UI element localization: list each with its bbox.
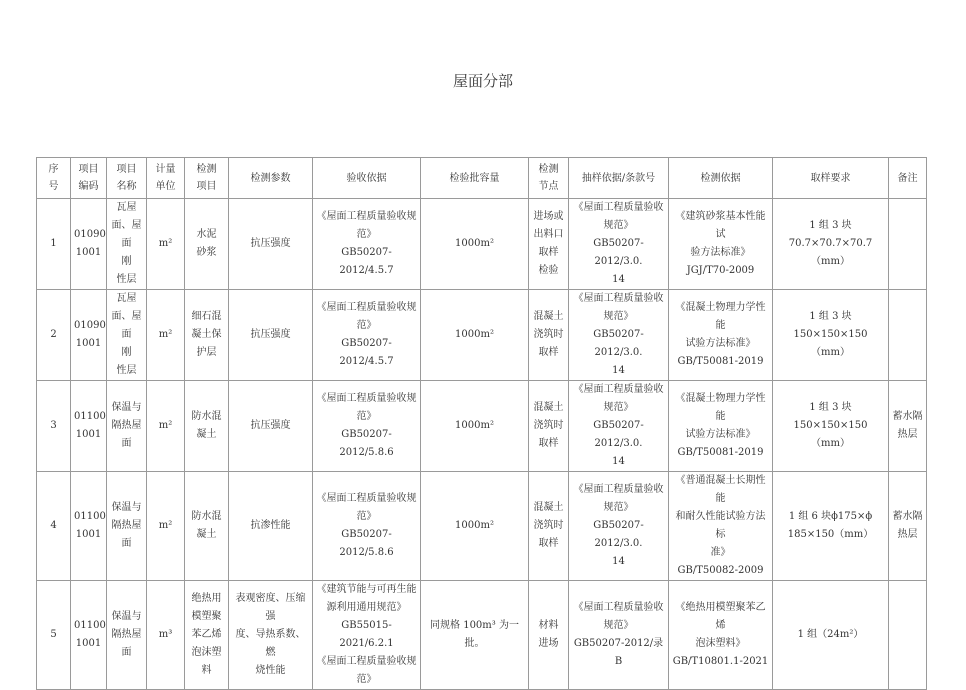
cell-unit: m² bbox=[147, 290, 185, 381]
cell-item-name: 保温与 隔热屋 面 bbox=[107, 581, 147, 690]
cell-remarks bbox=[889, 290, 927, 381]
cell-remarks: 蓄水隔 热层 bbox=[889, 472, 927, 581]
cell-item-name: 瓦屋 面、屋面 刚 性层 bbox=[107, 199, 147, 290]
header-sampling-requirement: 取样要求 bbox=[773, 158, 889, 199]
cell-batch-capacity: 1000m² bbox=[421, 472, 529, 581]
cell-unit: m² bbox=[147, 472, 185, 581]
cell-sampling-basis: 《屋面工程质量验收 规范》 GB50207-2012/录 B bbox=[569, 581, 669, 690]
cell-batch-capacity: 同规格 100m³ 为一批。 bbox=[421, 581, 529, 690]
cell-sampling-requirement: 1 组（24m²） bbox=[773, 581, 889, 690]
cell-test-item: 水泥 砂浆 bbox=[185, 199, 229, 290]
cell-acceptance-basis: 《建筑节能与可再生能 源利用通用规范》 GB55015-2021/6.2.1 《屋面工程质量验收规 范》 bbox=[313, 581, 421, 690]
cell-test-basis: 《普通混凝土长期性能 和耐久性能试验方法标 准》 GB/T50082-2009 bbox=[669, 472, 773, 581]
cell-acceptance-basis: 《屋面工程质量验收规 范》 GB50207-2012/5.8.6 bbox=[313, 472, 421, 581]
cell-index: 3 bbox=[37, 381, 71, 472]
cell-test-node: 材料 进场 bbox=[529, 581, 569, 690]
cell-batch-capacity: 1000m² bbox=[421, 381, 529, 472]
header-sampling-basis: 抽样依据/条款号 bbox=[569, 158, 669, 199]
cell-sampling-requirement: 1 组 6 块ϕ175×ϕ 185×150（mm） bbox=[773, 472, 889, 581]
cell-unit: m³ bbox=[147, 581, 185, 690]
cell-test-item: 细石混 凝土保 护层 bbox=[185, 290, 229, 381]
cell-test-basis: 《绝热用模塑聚苯乙烯 泡沫塑料》 GB/T10801.1-2021 bbox=[669, 581, 773, 690]
header-remarks: 备注 bbox=[889, 158, 927, 199]
cell-test-item: 防水混 凝土 bbox=[185, 472, 229, 581]
table-header-row bbox=[37, 158, 927, 199]
cell-test-node: 进场或 出料口 取样 检验 bbox=[529, 199, 569, 290]
inspection-table bbox=[36, 157, 927, 690]
header-unit: 计量 单位 bbox=[147, 158, 185, 199]
cell-test-item: 绝热用 模塑聚 苯乙烯 泡沫塑 料 bbox=[185, 581, 229, 690]
cell-sampling-requirement: 1 组 3 块 150×150×150 （mm） bbox=[773, 381, 889, 472]
cell-remarks bbox=[889, 199, 927, 290]
table-row bbox=[37, 472, 927, 581]
cell-test-node: 混凝土 浇筑时 取样 bbox=[529, 472, 569, 581]
cell-test-item: 防水混 凝土 bbox=[185, 381, 229, 472]
header-item-code: 项目 编码 bbox=[71, 158, 107, 199]
cell-sampling-basis: 《屋面工程质量验收 规范》 GB50207-2012/3.0. 14 bbox=[569, 199, 669, 290]
cell-test-params: 抗压强度 bbox=[229, 290, 313, 381]
table-row bbox=[37, 381, 927, 472]
cell-sampling-requirement: 1 组 3 块 70.7×70.7×70.7（mm） bbox=[773, 199, 889, 290]
cell-acceptance-basis: 《屋面工程质量验收规 范》 GB50207-2012/4.5.7 bbox=[313, 199, 421, 290]
cell-item-code: 01100 1001 bbox=[71, 472, 107, 581]
cell-item-code: 01100 1001 bbox=[71, 381, 107, 472]
cell-sampling-requirement: 1 组 3 块 150×150×150 （mm） bbox=[773, 290, 889, 381]
cell-test-node: 混凝土 浇筑时 取样 bbox=[529, 381, 569, 472]
cell-test-params: 抗渗性能 bbox=[229, 472, 313, 581]
header-test-item: 检测 项目 bbox=[185, 158, 229, 199]
cell-index: 1 bbox=[37, 199, 71, 290]
cell-index: 4 bbox=[37, 472, 71, 581]
cell-item-code: 01090 1001 bbox=[71, 199, 107, 290]
table-row bbox=[37, 290, 927, 381]
header-test-node: 检测 节点 bbox=[529, 158, 569, 199]
cell-acceptance-basis: 《屋面工程质量验收规 范》 GB50207-2012/5.8.6 bbox=[313, 381, 421, 472]
cell-acceptance-basis: 《屋面工程质量验收规 范》 GB50207-2012/4.5.7 bbox=[313, 290, 421, 381]
cell-item-name: 保温与 隔热屋 面 bbox=[107, 472, 147, 581]
table-row bbox=[37, 199, 927, 290]
header-acceptance-basis: 验收依据 bbox=[313, 158, 421, 199]
cell-unit: m² bbox=[147, 199, 185, 290]
header-item-name: 项目 名称 bbox=[107, 158, 147, 199]
cell-batch-capacity: 1000m² bbox=[421, 199, 529, 290]
header-test-basis: 检测依据 bbox=[669, 158, 773, 199]
header-index: 序 号 bbox=[37, 158, 71, 199]
cell-test-node: 混凝土 浇筑时 取样 bbox=[529, 290, 569, 381]
cell-test-basis: 《混凝土物理力学性能 试验方法标准》 GB/T50081-2019 bbox=[669, 290, 773, 381]
cell-item-code: 01100 1001 bbox=[71, 581, 107, 690]
header-test-params: 检测参数 bbox=[229, 158, 313, 199]
cell-test-params: 抗压强度 bbox=[229, 199, 313, 290]
cell-item-code: 01090 1001 bbox=[71, 290, 107, 381]
table-row bbox=[37, 581, 927, 690]
cell-sampling-basis: 《屋面工程质量验收 规范》 GB50207-2012/3.0. 14 bbox=[569, 381, 669, 472]
cell-test-params: 抗压强度 bbox=[229, 381, 313, 472]
cell-index: 2 bbox=[37, 290, 71, 381]
cell-item-name: 保温与 隔热屋 面 bbox=[107, 381, 147, 472]
cell-test-basis: 《混凝土物理力学性能 试验方法标准》 GB/T50081-2019 bbox=[669, 381, 773, 472]
cell-remarks: 蓄水隔 热层 bbox=[889, 381, 927, 472]
cell-sampling-basis: 《屋面工程质量验收 规范》 GB50207-2012/3.0. 14 bbox=[569, 290, 669, 381]
cell-test-params: 表观密度、压缩强 度、导热系数、燃 烧性能 bbox=[229, 581, 313, 690]
cell-test-basis: 《建筑砂浆基本性能试 验方法标准》 JGJ/T70-2009 bbox=[669, 199, 773, 290]
cell-item-name: 瓦屋 面、屋面 刚 性层 bbox=[107, 290, 147, 381]
cell-unit: m² bbox=[147, 381, 185, 472]
cell-remarks bbox=[889, 581, 927, 690]
header-batch-capacity: 检验批容量 bbox=[421, 158, 529, 199]
cell-index: 5 bbox=[37, 581, 71, 690]
cell-batch-capacity: 1000m² bbox=[421, 290, 529, 381]
page-title: 屋面分部 bbox=[452, 72, 513, 90]
cell-sampling-basis: 《屋面工程质量验收 规范》 GB50207-2012/3.0. 14 bbox=[569, 472, 669, 581]
